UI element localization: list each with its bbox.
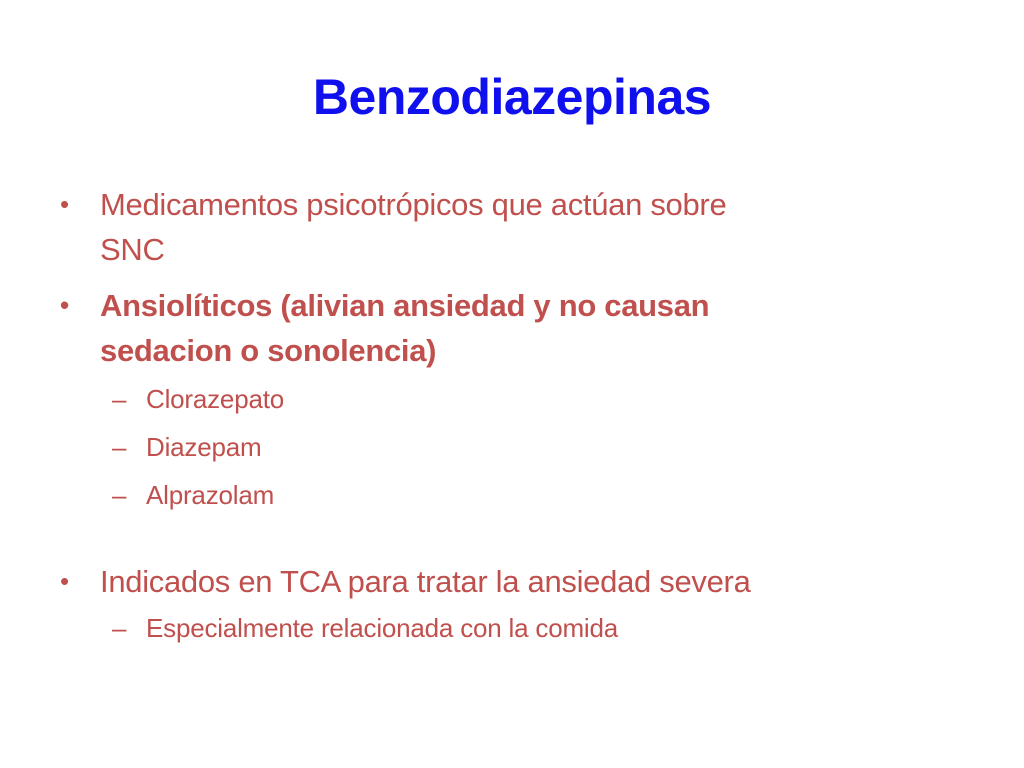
sub-item-text: Diazepam (146, 432, 262, 462)
dash-icon: – (112, 384, 127, 414)
bullet-text-line: Medicamentos psicotrópicos que actúan sobre (100, 187, 727, 222)
bullet-item-medicamentos (60, 182, 940, 272)
sub-item-diazepam (60, 423, 940, 471)
sub-item-especialmente (60, 604, 940, 652)
dash-icon: – (112, 432, 127, 462)
bullet-item-indicados (60, 559, 940, 604)
bullet-text-line: SNC (100, 232, 165, 267)
slide-title: Benzodiazepinas (312, 69, 712, 125)
sub-item-alprazolam (60, 471, 940, 519)
bullet-text-line: sedacion o sonolencia) (100, 333, 437, 368)
slide-body (60, 182, 940, 652)
bullet-text-line: Ansiolíticos (alivian ansiedad y no causan (100, 288, 710, 323)
bullet-text-line: Indicados en TCA para tratar la ansiedad severa (100, 564, 751, 599)
dash-icon: – (112, 613, 127, 643)
sub-item-clorazepato (60, 375, 940, 423)
sub-item-text: Especialmente relacionada con la comida (146, 613, 619, 643)
bullet-icon: • (60, 189, 69, 219)
sub-item-text: Alprazolam (146, 480, 275, 510)
bullet-icon: • (60, 566, 69, 596)
bullet-item-ansioliticos (60, 283, 940, 373)
bullet-icon: • (60, 290, 69, 320)
sub-item-text: Clorazepato (146, 384, 284, 414)
dash-icon: – (112, 480, 127, 510)
